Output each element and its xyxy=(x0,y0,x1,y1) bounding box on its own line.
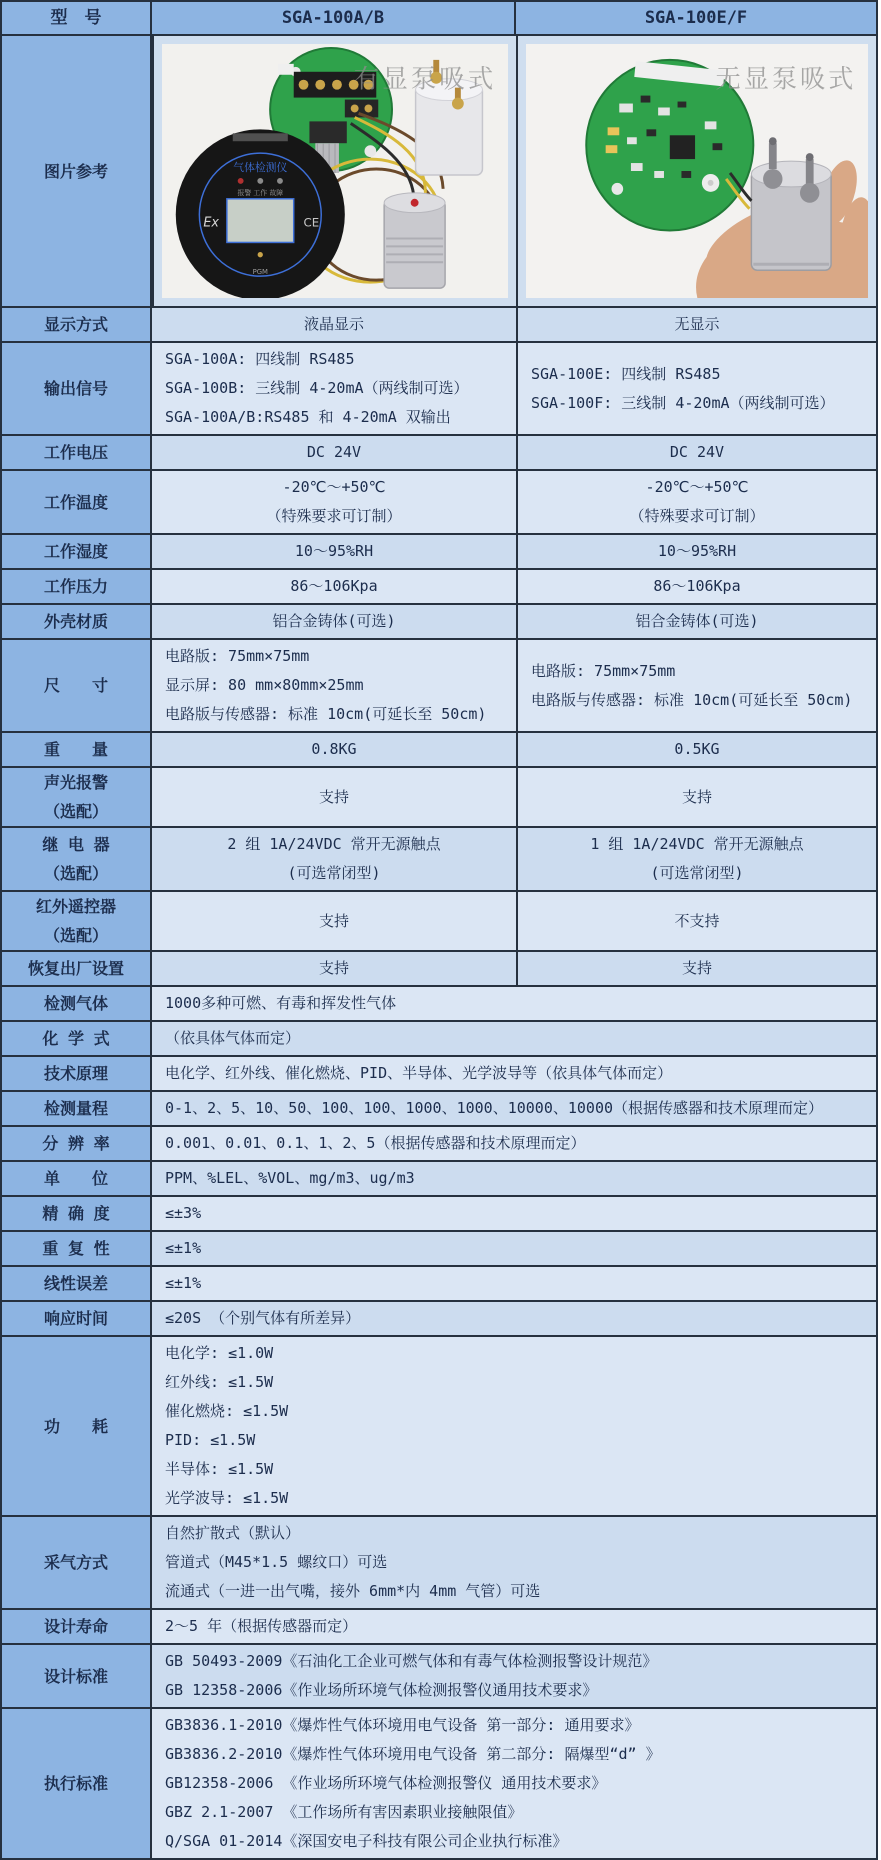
spec-value-weight-b xyxy=(516,733,876,766)
spec-row-ir-remote xyxy=(2,890,876,950)
spec-label-design-standards xyxy=(2,1645,152,1707)
spec-label-accuracy xyxy=(2,1197,152,1230)
spec-label-design-life xyxy=(2,1610,152,1643)
spec-row-power-consumption xyxy=(2,1335,876,1515)
spec-value-line: 1 组 1A/24VDC 常开无源触点 xyxy=(590,835,804,853)
spec-row-weight xyxy=(2,731,876,766)
spec-label-sound-light-alarm xyxy=(2,768,152,826)
spec-value-line: Q/SGA 01-2014《深国安电子科技有限公司企业执行标准》 xyxy=(165,1832,568,1850)
spec-value-line: ≤±1% xyxy=(165,1274,202,1292)
spec-label-line: 显示方式 xyxy=(43,315,108,334)
spec-value-line: (可选常闭型) xyxy=(650,864,744,882)
spec-label-tech-principle xyxy=(2,1057,152,1090)
spec-value-line: PPM、%LEL、%VOL、mg/m3、ug/m3 xyxy=(165,1169,415,1187)
ce-mark-text: CE xyxy=(303,215,320,230)
spec-value-linearity-error xyxy=(152,1267,876,1300)
spec-value-line: 无显示 xyxy=(674,315,720,333)
spec-label-humidity xyxy=(2,535,152,568)
spec-value-line: 电化学: ≤1.0W xyxy=(165,1344,274,1362)
spec-value-line: DC 24V xyxy=(669,443,725,461)
table-header-row xyxy=(2,2,876,34)
spec-value-line: 显示屏: 80 mm×80mm×25mm xyxy=(165,676,364,694)
spec-label-line: 功 耗 xyxy=(43,1416,108,1436)
spec-value-humidity-a xyxy=(152,535,516,568)
spec-label-display xyxy=(2,308,152,341)
ex-mark-text: Ex xyxy=(203,215,219,231)
spec-value-weight-a xyxy=(152,733,516,766)
spec-value-line: 催化燃烧: ≤1.5W xyxy=(165,1402,289,1420)
spec-value-repeatability xyxy=(152,1232,876,1265)
spec-value-line: 不支持 xyxy=(674,911,720,930)
spec-value-line: 管道式（M45*1.5 螺纹口）可选 xyxy=(165,1553,388,1571)
gas-sensor-icon xyxy=(384,193,445,288)
spec-value-line: 铝合金铸体(可选) xyxy=(272,612,396,630)
spec-label-line: 线性误差 xyxy=(43,1274,108,1293)
spec-label-unit xyxy=(2,1162,152,1195)
spec-value-line: PID: ≤1.5W xyxy=(165,1431,256,1449)
spec-label-line: 技术原理 xyxy=(43,1064,108,1083)
spec-value-line: 电路版与传感器: 标准 10cm(可延长至 50cm) xyxy=(531,690,853,709)
spec-label-line: 设计标准 xyxy=(43,1666,108,1686)
photo-row-label: 图片参考 xyxy=(2,36,152,306)
spec-value-line: 支持 xyxy=(318,911,349,930)
spec-row-display xyxy=(2,306,876,341)
spec-row-unit xyxy=(2,1160,876,1195)
spec-value-output-signal-b xyxy=(516,343,876,434)
spec-label-line: 继 电 器 xyxy=(42,835,110,854)
spec-row-pressure xyxy=(2,568,876,603)
spec-value-line: 0.8KG xyxy=(311,740,357,758)
spec-value-shell-material-a xyxy=(152,605,516,638)
spec-value-line: 1000多种可燃、有毒和挥发性气体 xyxy=(165,994,397,1012)
spec-row-chemical-formula xyxy=(2,1020,876,1055)
spec-label-line: 重 复 性 xyxy=(42,1239,110,1258)
spec-label-sampling-method xyxy=(2,1517,152,1608)
spec-label-dimensions xyxy=(2,640,152,731)
spec-value-line: （特殊要求可订制） xyxy=(629,507,765,525)
spec-value-line: 电路版: 75mm×75mm xyxy=(531,661,676,680)
spec-row-relay xyxy=(2,826,876,890)
spec-row-exec-standards xyxy=(2,1707,876,1858)
spec-value-sound-light-alarm-b xyxy=(516,768,876,826)
spec-value-pressure-b xyxy=(516,570,876,603)
spec-value-line: 半导体: ≤1.5W xyxy=(165,1460,274,1478)
spec-value-line: ≤20S （个别气体有所差异） xyxy=(165,1309,361,1327)
spec-row-design-standards xyxy=(2,1643,876,1707)
spec-value-line: 0.001、0.01、0.1、1、2、5（根据传感器和技术原理而定） xyxy=(165,1134,586,1152)
spec-label-line: 工作湿度 xyxy=(43,542,108,561)
spec-value-response-time xyxy=(152,1302,876,1335)
spec-label-line: （选配） xyxy=(43,864,108,883)
spec-value-relay-a xyxy=(152,828,516,890)
spec-value-line: GB12358-2006 《作业场所环境气体检测报警仪 通用技术要求》 xyxy=(165,1774,607,1792)
spec-row-repeatability xyxy=(2,1230,876,1265)
spec-label-line: 工作压力 xyxy=(43,577,108,596)
spec-label-line: 工作温度 xyxy=(43,492,108,512)
spec-label-line: 单 位 xyxy=(43,1169,108,1188)
spec-value-line: SGA-100A/B:RS485 和 4-20mA 双输出 xyxy=(165,408,451,426)
device-led-labels: 报警 工作 故障 xyxy=(237,188,284,197)
spec-value-line: 光学波导: ≤1.5W xyxy=(165,1489,289,1507)
spec-value-sampling-method xyxy=(152,1517,876,1608)
spec-value-line: 0.5KG xyxy=(674,740,720,758)
spec-row-voltage xyxy=(2,434,876,469)
spec-label-line: （选配） xyxy=(43,802,108,821)
spec-row-design-life xyxy=(2,1608,876,1643)
spec-value-line: 液晶显示 xyxy=(303,315,364,333)
spec-row-shell-material xyxy=(2,603,876,638)
spec-label-line: 采气方式 xyxy=(43,1553,108,1572)
spec-label-line: 执行标准 xyxy=(43,1774,108,1793)
spec-label-response-time xyxy=(2,1302,152,1335)
spec-value-tech-principle xyxy=(152,1057,876,1090)
spec-label-line: 响应时间 xyxy=(43,1309,108,1328)
spec-row-detected-gases xyxy=(2,985,876,1020)
spec-row-sampling-method xyxy=(2,1515,876,1608)
spec-value-line: 2 组 1A/24VDC 常开无源触点 xyxy=(227,835,441,853)
spec-value-line: 支持 xyxy=(318,959,349,977)
spec-value-line: DC 24V xyxy=(306,443,362,461)
spec-value-shell-material-b xyxy=(516,605,876,638)
spec-value-voltage-a xyxy=(152,436,516,469)
spec-label-line: 检测气体 xyxy=(43,994,108,1013)
spec-value-line: ≤±1% xyxy=(165,1239,202,1257)
spec-label-ir-remote xyxy=(2,892,152,950)
spec-value-resolution xyxy=(152,1127,876,1160)
spec-value-voltage-b xyxy=(516,436,876,469)
spec-value-line: -20℃～+50℃ xyxy=(645,478,749,496)
spec-value-line: GB3836.2-2010《爆炸性气体环境用电气设备 第二部分: 隔爆型“d” 》 xyxy=(165,1745,661,1763)
spec-row-resolution xyxy=(2,1125,876,1160)
spec-label-shell-material xyxy=(2,605,152,638)
spec-rows-container xyxy=(2,306,876,1858)
photo-reference-row xyxy=(2,34,876,306)
spec-value-line: 电路版与传感器: 标准 10cm(可延长至 50cm) xyxy=(165,705,487,723)
spec-value-line: （依具体气体而定） xyxy=(165,1029,301,1047)
device-button-label: PGM xyxy=(252,268,269,277)
product-photo-sga100ab xyxy=(152,36,516,306)
spec-value-line: 支持 xyxy=(681,787,712,806)
spec-value-detected-gases xyxy=(152,987,876,1020)
spec-label-line: 设计寿命 xyxy=(43,1617,108,1636)
spec-label-resolution xyxy=(2,1127,152,1160)
spec-value-chemical-formula xyxy=(152,1022,876,1055)
spec-value-relay-b xyxy=(516,828,876,890)
spec-row-dimensions xyxy=(2,638,876,731)
spec-value-line: 支持 xyxy=(318,787,349,806)
spec-label-line: 恢复出厂设置 xyxy=(27,959,124,978)
spec-value-display-a xyxy=(152,308,516,341)
spec-label-power-consumption xyxy=(2,1337,152,1515)
spec-value-factory-reset-a xyxy=(152,952,516,985)
spec-label-line: 声光报警 xyxy=(43,773,108,792)
spec-label-line: 化 学 式 xyxy=(42,1029,110,1048)
spec-value-line: 电路版: 75mm×75mm xyxy=(165,647,310,665)
spec-value-line: （特殊要求可订制） xyxy=(266,507,402,525)
spec-value-ir-remote-b xyxy=(516,892,876,950)
spec-value-unit xyxy=(152,1162,876,1195)
spec-label-line: 分 辨 率 xyxy=(42,1134,110,1153)
spec-value-line: GBZ 2.1-2007 《工作场所有害因素职业接触限值》 xyxy=(165,1803,523,1821)
spec-value-line: 支持 xyxy=(681,959,712,977)
spec-value-line: 10～95%RH xyxy=(657,542,737,560)
spec-label-line: 外壳材质 xyxy=(43,612,108,631)
spec-row-sound-light-alarm xyxy=(2,766,876,826)
spec-value-line: 流通式（一进一出气嘴，接外 6mm*内 4mm 气管）可选 xyxy=(165,1582,541,1600)
spec-value-factory-reset-b xyxy=(516,952,876,985)
spec-value-line: 10～95%RH xyxy=(294,542,374,560)
watermark-text-a: 有显泵吸式 xyxy=(353,64,497,95)
spec-value-exec-standards xyxy=(152,1709,876,1858)
gas-detector-device-icon xyxy=(176,129,345,298)
spec-label-line: 检测量程 xyxy=(43,1099,108,1118)
spec-value-line: 0-1、2、5、10、50、100、100、1000、1000、10000、10000（根据传感器和技术原理而定） xyxy=(165,1099,824,1117)
spec-label-pressure xyxy=(2,570,152,603)
spec-label-relay xyxy=(2,828,152,890)
spec-value-sound-light-alarm-a xyxy=(152,768,516,826)
spec-row-response-time xyxy=(2,1300,876,1335)
spec-label-line: 红外遥控器 xyxy=(35,897,116,916)
spec-label-chemical-formula xyxy=(2,1022,152,1055)
spec-label-line: 精 确 度 xyxy=(42,1204,110,1223)
spec-row-detection-range xyxy=(2,1090,876,1125)
spec-value-line: SGA-100F: 三线制 4-20mA（两线制可选） xyxy=(531,393,835,412)
spec-value-line: 自然扩散式（默认） xyxy=(165,1524,301,1542)
header-model-a: SGA-100A/B xyxy=(152,2,516,34)
spec-value-detection-range xyxy=(152,1092,876,1125)
spec-value-humidity-b xyxy=(516,535,876,568)
spec-value-display-b xyxy=(516,308,876,341)
spec-label-line: 工作电压 xyxy=(43,443,108,462)
product-photo-b-illustration xyxy=(526,44,868,298)
spec-label-linearity-error xyxy=(2,1267,152,1300)
spec-label-line: 输出信号 xyxy=(43,379,108,398)
spec-label-weight xyxy=(2,733,152,766)
spec-value-line: 电化学、红外线、催化燃烧、PID、半导体、光学波导等（依具体气体而定） xyxy=(165,1064,673,1082)
spec-label-output-signal xyxy=(2,343,152,434)
spec-label-exec-standards xyxy=(2,1709,152,1858)
spec-value-line: SGA-100E: 四线制 RS485 xyxy=(531,364,721,383)
spec-value-line: GB 12358-2006《作业场所环境气体检测报警仪通用技术要求》 xyxy=(165,1681,598,1699)
spec-label-line: （选配） xyxy=(43,926,108,945)
spec-value-line: 86～106Kpa xyxy=(290,577,378,595)
product-photo-a-illustration xyxy=(162,44,508,298)
spec-row-temperature xyxy=(2,469,876,533)
spec-value-accuracy xyxy=(152,1197,876,1230)
device-title-text: 气体检测仪 xyxy=(233,160,288,175)
spec-value-dimensions-b xyxy=(516,640,876,731)
spec-value-temperature-a xyxy=(152,471,516,533)
spec-row-accuracy xyxy=(2,1195,876,1230)
spec-label-factory-reset xyxy=(2,952,152,985)
svg-text:●: ● xyxy=(257,250,264,259)
spec-row-tech-principle xyxy=(2,1055,876,1090)
header-model-label: 型 号 xyxy=(2,2,152,34)
spec-row-output-signal xyxy=(2,341,876,434)
spec-label-temperature xyxy=(2,471,152,533)
spec-row-humidity xyxy=(2,533,876,568)
spec-row-factory-reset xyxy=(2,950,876,985)
spec-row-linearity-error xyxy=(2,1265,876,1300)
header-model-b: SGA-100E/F xyxy=(516,2,876,34)
spec-value-power-consumption xyxy=(152,1337,876,1515)
spec-value-line: 铝合金铸体(可选) xyxy=(635,612,759,630)
watermark-text-b: 无显泵吸式 xyxy=(715,64,857,95)
spec-label-detection-range xyxy=(2,1092,152,1125)
spec-value-design-standards xyxy=(152,1645,876,1707)
spec-value-dimensions-a xyxy=(152,640,516,731)
spec-label-voltage xyxy=(2,436,152,469)
spec-value-line: SGA-100B: 三线制 4-20mA（两线制可选） xyxy=(165,379,469,397)
spec-value-line: SGA-100A: 四线制 RS485 xyxy=(165,350,355,368)
spec-value-line: -20℃～+50℃ xyxy=(282,478,386,496)
spec-value-temperature-b xyxy=(516,471,876,533)
spec-value-design-life xyxy=(152,1610,876,1643)
product-photo-sga100ef xyxy=(516,36,876,306)
spec-value-line: 2～5 年（根据传感器而定） xyxy=(165,1617,358,1635)
spec-label-repeatability xyxy=(2,1232,152,1265)
spec-value-line: (可选常闭型) xyxy=(287,864,381,882)
spec-value-line: 86～106Kpa xyxy=(653,577,741,595)
spec-value-line: GB3836.1-2010《爆炸性气体环境用电气设备 第一部分: 通用要求》 xyxy=(165,1716,640,1734)
spec-value-pressure-a xyxy=(152,570,516,603)
spec-value-ir-remote-a xyxy=(152,892,516,950)
spec-value-output-signal-a xyxy=(152,343,516,434)
spec-value-line: ≤±3% xyxy=(165,1204,202,1222)
spec-label-detected-gases xyxy=(2,987,152,1020)
spec-value-line: GB 50493-2009《石油化工企业可燃气体和有毒气体检测报警设计规范》 xyxy=(165,1652,658,1670)
spec-label-line: 尺 寸 xyxy=(43,676,108,695)
spec-value-line: 红外线: ≤1.5W xyxy=(165,1373,274,1391)
spec-label-line: 重 量 xyxy=(43,740,108,759)
